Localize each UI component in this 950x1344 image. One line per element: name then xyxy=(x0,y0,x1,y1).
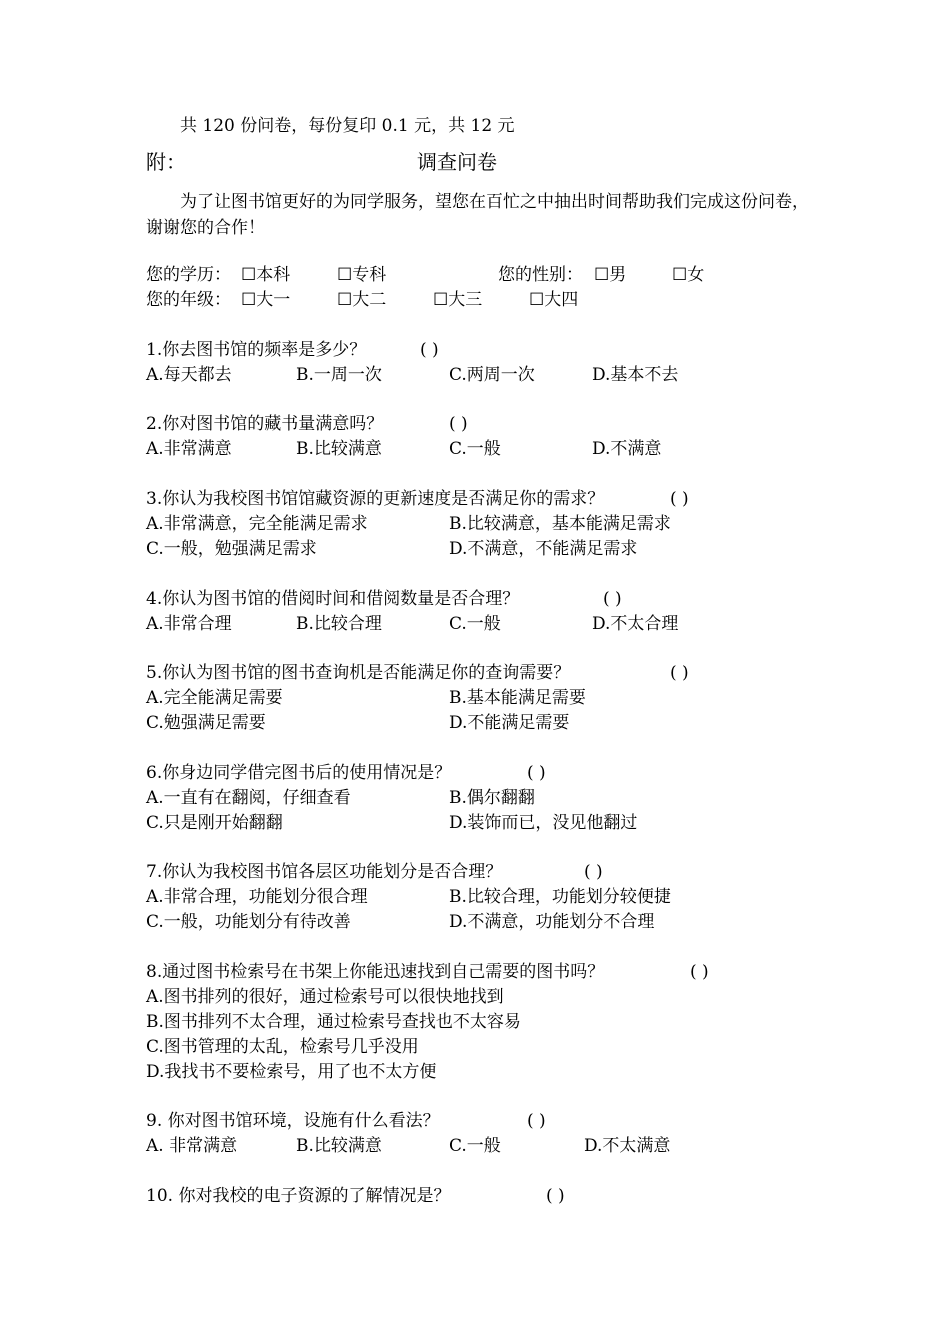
option[interactable]: C.一般 xyxy=(449,614,501,634)
education-option-college[interactable]: ☐专科 xyxy=(337,265,387,285)
option[interactable]: C.一般，功能划分有待改善 xyxy=(146,912,351,932)
education-option-bachelor[interactable]: ☐本科 xyxy=(241,265,291,285)
option[interactable]: C.勉强满足需要 xyxy=(146,713,266,733)
answer-blank[interactable]: ( ) xyxy=(690,962,709,982)
page-title: 调查问卷 xyxy=(417,150,497,174)
answer-blank[interactable]: ( ) xyxy=(603,589,622,609)
appendix-label: 附： xyxy=(146,150,186,174)
grade-option-4[interactable]: ☐大四 xyxy=(529,290,579,310)
option[interactable]: B.图书排列不太合理，通过检索号查找也不太容易 xyxy=(146,1012,521,1032)
gender-label: 您的性别： xyxy=(498,265,583,285)
answer-blank[interactable]: ( ) xyxy=(670,489,689,509)
option[interactable]: D.装饰而已，没见他翻过 xyxy=(449,813,638,833)
intro-text: 为了让图书馆更好的为同学服务，望您在百忙之中抽出时间帮助我们完成这份问卷，谢谢您的合作！ xyxy=(146,192,809,238)
option[interactable]: A.一直有在翻阅，仔细查看 xyxy=(146,788,351,808)
option[interactable]: B.基本能满足需要 xyxy=(449,688,586,708)
option[interactable]: D.基本不去 xyxy=(592,365,679,385)
question-text: 5.你认为图书馆的图书查询机是否能满足你的查询需要？ xyxy=(146,663,571,683)
question-text: 2.你对图书馆的藏书量满意吗？ xyxy=(146,414,384,434)
option[interactable]: B.比较满意，基本能满足需求 xyxy=(449,514,671,534)
answer-blank[interactable]: ( ) xyxy=(420,340,439,360)
grade-option-3[interactable]: ☐大三 xyxy=(433,290,483,310)
answer-blank[interactable]: ( ) xyxy=(670,663,689,683)
option[interactable]: A.每天都去 xyxy=(146,365,232,385)
option[interactable]: C.只是刚开始翻翻 xyxy=(146,813,283,833)
question-text: 6.你身边同学借完图书后的使用情况是？ xyxy=(146,763,452,783)
grade-label: 您的年级： xyxy=(146,290,231,310)
option[interactable]: D.我找书不要检索号，用了也不太方便 xyxy=(146,1062,437,1082)
question-text: 7.你认为我校图书馆各层区功能划分是否合理？ xyxy=(146,862,503,882)
answer-blank[interactable]: ( ) xyxy=(527,1111,546,1131)
option[interactable]: B.比较合理，功能划分较便捷 xyxy=(449,887,671,907)
option[interactable]: D.不满意 xyxy=(592,439,662,459)
option[interactable]: C.一般 xyxy=(449,1136,501,1156)
cost-line: 共 120 份问卷，每份复印 0.1 元，共 12 元 xyxy=(180,116,515,136)
option[interactable]: B.比较合理 xyxy=(296,614,382,634)
option[interactable]: C.一般 xyxy=(449,439,501,459)
question-text: 10. 你对我校的电子资源的了解情况是？ xyxy=(146,1186,451,1206)
question-text: 8.通过图书检索号在书架上你能迅速找到自己需要的图书吗？ xyxy=(146,962,605,982)
answer-blank[interactable]: ( ) xyxy=(546,1186,565,1206)
education-label: 您的学历： xyxy=(146,265,231,285)
grade-option-1[interactable]: ☐大一 xyxy=(241,290,291,310)
option[interactable]: C.两周一次 xyxy=(449,365,535,385)
option[interactable]: A.非常满意，完全能满足需求 xyxy=(146,514,368,534)
option[interactable]: A.完全能满足需要 xyxy=(146,688,283,708)
answer-blank[interactable]: ( ) xyxy=(527,763,546,783)
option[interactable]: D.不能满足需要 xyxy=(449,713,570,733)
option[interactable]: B.一周一次 xyxy=(296,365,382,385)
question-text: 3.你认为我校图书馆馆藏资源的更新速度是否满足你的需求？ xyxy=(146,489,605,509)
option[interactable]: D.不满意，不能满足需求 xyxy=(449,539,638,559)
option[interactable]: B.比较满意 xyxy=(296,1136,382,1156)
option[interactable]: A.非常满意 xyxy=(146,439,232,459)
option[interactable]: A. 非常满意 xyxy=(146,1136,238,1156)
option[interactable]: A.非常合理，功能划分很合理 xyxy=(146,887,368,907)
option[interactable]: A.图书排列的很好，通过检索号可以很快地找到 xyxy=(146,987,504,1007)
option[interactable]: D.不太合理 xyxy=(592,614,679,634)
option[interactable]: A.非常合理 xyxy=(146,614,232,634)
gender-option-female[interactable]: ☐女 xyxy=(672,265,705,285)
option[interactable]: C.图书管理的太乱，检索号几乎没用 xyxy=(146,1037,419,1057)
answer-blank[interactable]: ( ) xyxy=(584,862,603,882)
option[interactable]: B.偶尔翻翻 xyxy=(449,788,535,808)
intro-paragraph xyxy=(146,189,816,241)
question-text: 4.你认为图书馆的借阅时间和借阅数量是否合理？ xyxy=(146,589,520,609)
option[interactable]: D.不满意，功能划分不合理 xyxy=(449,912,655,932)
option[interactable]: B.比较满意 xyxy=(296,439,382,459)
grade-option-2[interactable]: ☐大二 xyxy=(337,290,387,310)
option[interactable]: D.不太满意 xyxy=(584,1136,671,1156)
gender-option-male[interactable]: ☐男 xyxy=(594,265,627,285)
option[interactable]: C.一般，勉强满足需求 xyxy=(146,539,317,559)
question-text: 9. 你对图书馆环境，设施有什么看法？ xyxy=(146,1111,440,1131)
question-text: 1.你去图书馆的频率是多少？ xyxy=(146,340,367,360)
answer-blank[interactable]: ( ) xyxy=(449,414,468,434)
